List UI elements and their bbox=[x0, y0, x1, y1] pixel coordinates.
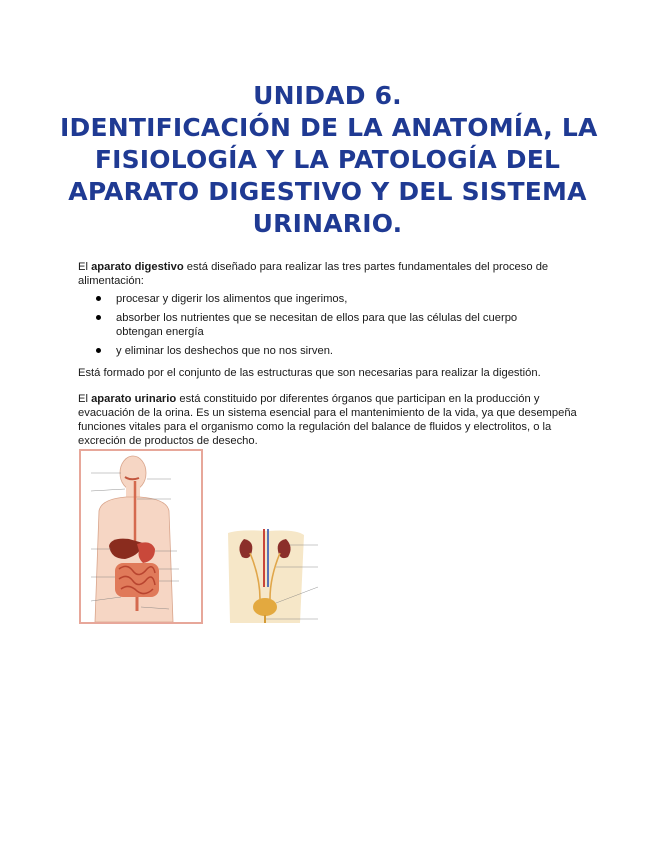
page-title bbox=[60, 80, 598, 240]
text-run: El bbox=[78, 261, 92, 273]
urinary-system-illustration bbox=[220, 527, 345, 623]
title-line: FISIOLOGÍA Y LA PATOLOGÍA DEL bbox=[94, 145, 561, 174]
title-line: APARATO DIGESTIVO Y DEL SISTEMA bbox=[68, 177, 587, 206]
digestive-system-illustration bbox=[79, 449, 203, 624]
bullet-icon bbox=[96, 296, 101, 301]
bullet-list bbox=[78, 292, 548, 363]
list-item-text: y eliminar los deshechos que no nos sirven. bbox=[116, 345, 334, 357]
bullet-icon bbox=[96, 315, 101, 320]
urinary-system-drawing bbox=[220, 527, 345, 623]
list-item-text: procesar y digerir los alimentos que ingerimos, bbox=[116, 293, 348, 305]
text-run: está constituido por diferentes órganos que participan en la producción y evacuación de la orina. Es un sistema esencial para el mantenimiento de la vida, ya que desempeña funciones vitales para el organismo como la regulación del balance de fluidos y electrolitos, o la excreción de productos de desecho. bbox=[78, 393, 577, 447]
digestive-system-drawing bbox=[81, 451, 201, 622]
bold-term: aparato urinario bbox=[91, 393, 177, 405]
text-run: está diseñado para realizar las tres partes fundamentales del proceso de alimentación: bbox=[78, 261, 549, 287]
list-item-text: absorber los nutrientes que se necesitan de ellos para que las células del cuerpo obtengan energía bbox=[116, 312, 518, 338]
list-item bbox=[78, 292, 548, 306]
title-line: URINARIO. bbox=[252, 209, 403, 238]
urinario-paragraph bbox=[78, 392, 578, 448]
bullet-icon bbox=[96, 348, 101, 353]
list-item bbox=[78, 344, 548, 358]
title-line: IDENTIFICACIÓN DE LA ANATOMÍA, LA bbox=[60, 113, 598, 142]
digestivo-intro bbox=[78, 260, 578, 288]
text-run: El bbox=[78, 393, 92, 405]
bold-term: aparato digestivo bbox=[91, 261, 184, 273]
title-line: UNIDAD 6. bbox=[253, 81, 402, 110]
list-item bbox=[78, 311, 548, 339]
structures-paragraph: Está formado por el conjunto de las estructuras que son necesarias para realizar la digestión. bbox=[78, 367, 541, 379]
